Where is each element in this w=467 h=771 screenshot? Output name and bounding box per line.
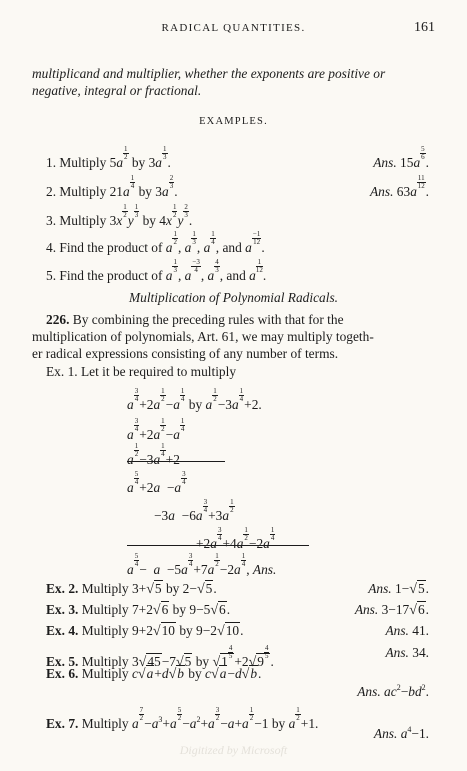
ex7-answer: Ans. $a^4-1$.	[373, 725, 429, 741]
exercise-2-answer: Ans. 63a $\frac{11}{12}$ .	[370, 174, 429, 199]
exercise-number: 2.	[46, 184, 57, 199]
exercise-ex6: Ex. 6. Multiply c√a+d√b by c√a−d√b.	[46, 666, 262, 682]
ex1-multiplicand: a $\frac{3}{4}$ +2a $\frac{1}{2}$ −a $\frac{1}{4}$	[127, 417, 185, 442]
exercise-ex3: Ex. 3. Multiply 7+2√6 by 9−5√6.	[46, 602, 231, 618]
exercise-label: Ex. 4.	[46, 623, 79, 638]
exercise-label: Ex. 3.	[46, 602, 79, 617]
exercise-2: 2. Multiply 21a $\frac{1}{4}$ by 3a $\frac{2}{3}$ .	[46, 174, 178, 199]
exercise-4: 4. Find the product of a $\frac{1}{2}$ , a $\frac{1}{3}$ , a $\frac{1}{4}$ , and a $\frac{-1}{12}$ .	[46, 230, 265, 255]
ex2-answer: Ans. 1−√5.	[368, 581, 429, 597]
intro-line-1: multiplicand and multiplier, whether the exponents are positive or	[32, 66, 386, 81]
ex1-partial-3: +2a $\frac{3}{4}$ +4a $\frac{1}{2}$ −2a $\frac{1}{4}$	[196, 526, 275, 551]
ex3-answer: Ans. 3−17√6.	[354, 602, 429, 618]
exercise-5: 5. Find the product of a $\frac{1}{3}$ , a $\frac{-3}{4}$ , a $\frac{4}{3}$ , and a $\frac{1}{12}$ .	[46, 258, 267, 283]
page-number: 161	[414, 20, 435, 35]
running-header	[32, 22, 435, 38]
ex1-rule-2	[127, 545, 309, 546]
paragraph-226-line-2: multiplication of polynomials, Art. 61, we may multiply togeth-	[32, 329, 374, 344]
exercise-1: 1. Multiply 5a $\frac{1}{2}$ by 3a $\frac{1}{3}$ .	[46, 145, 171, 170]
ex1-partial-2: −3a −6a $\frac{3}{4}$ +3a $\frac{1}{2}$	[154, 498, 234, 523]
intro-line-2: negative, integral or fractional.	[32, 83, 202, 98]
ex5-answer: Ans. 34.	[385, 645, 429, 660]
ex1-rule-1	[127, 461, 225, 462]
digitization-watermark: Digitized by Microsoft	[179, 743, 288, 757]
exercise-label: Ex. 2.	[46, 581, 79, 596]
exercise-number: 3.	[46, 213, 57, 228]
ex1-answer-label: Ans.	[252, 562, 277, 577]
header-title: RADICAL QUANTITIES.	[161, 22, 306, 34]
exercise-ex7: Ex. 7. Multiply a $\frac{7}{2}$ $-a^3+a$ $\frac{5}{2}$ $-a^2+a$ $\frac{3}{2}$ −a+a $\frac{1}{2}$ −1 by a $\frac{1}{2}$ +1.	[46, 706, 319, 731]
ex1-multiplier: a $\frac{1}{2}$ −3a $\frac{1}{4}$ +2	[127, 442, 180, 467]
exercise-label: Ex. 6.	[46, 666, 79, 681]
ex1-result: a $\frac{5}{4}$ − a −5a $\frac{3}{4}$ +7a $\frac{1}{2}$ −2a $\frac{1}{4}$ , Ans.	[127, 552, 277, 577]
examples-heading: EXAMPLES.	[199, 116, 268, 127]
ex6-answer: Ans. $ac^2-bd^2$.	[357, 683, 429, 699]
paragraph-226-line-1: 226. By combining the preceding rules with that for the	[46, 312, 344, 327]
paragraph-number: 226.	[46, 312, 70, 327]
ex1-problem: a $\frac{3}{4}$ +2a $\frac{1}{2}$ −a $\frac{1}{4}$ by a $\frac{1}{2}$ −3a $\frac{1}{4}$ +2.	[127, 387, 262, 412]
exercise-ex4: Ex. 4. Multiply 9+2√10 by 9−2√10.	[46, 623, 244, 639]
ex1-partial-1: a $\frac{5}{4}$ +2a −a $\frac{3}{4}$	[127, 470, 186, 495]
ex1-intro: Ex. 1. Let it be required to multiply	[46, 364, 237, 379]
exercise-3: 3. Multiply 3x $\frac{1}{2}$ y $\frac{1}{3}$ by 4x $\frac{1}{2}$ y $\frac{2}{3}$ .	[46, 203, 193, 228]
exercise-number: 4.	[46, 240, 57, 255]
exercise-number: 5.	[46, 268, 57, 283]
exercise-ex2: Ex. 2. Multiply 3+√5 by 2−√5.	[46, 581, 217, 597]
paragraph-226-line-3: er radical expressions consisting of any number of terms.	[32, 346, 339, 361]
exercise-ex5: Ex. 5. Multiply 3√45−7√5 by √1 $\frac{4}{5}$ +2√9 $\frac{4}{5}$ .	[46, 644, 274, 670]
exercise-label: Ex. 5.	[46, 654, 79, 669]
ex4-answer: Ans. 41.	[385, 623, 429, 638]
section-heading: Multiplication of Polynomial Radicals.	[128, 290, 339, 305]
exercise-1-answer: Ans. 15a $\frac{5}{6}$ .	[373, 145, 429, 170]
exercise-number: 1.	[46, 155, 57, 170]
exercise-label: Ex. 7.	[46, 716, 79, 731]
